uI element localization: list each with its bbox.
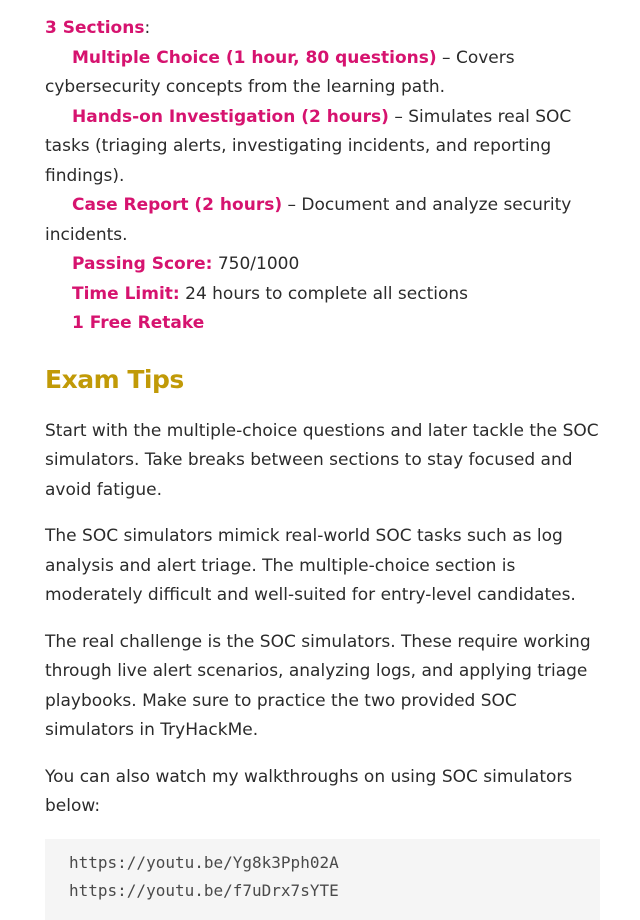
section-item-text: – Simulates real SOC tasks (triaging alerts, investigating incidents, and reporting findings). bbox=[45, 106, 572, 186]
section-item-text: – Document and analyze security incidents. bbox=[45, 195, 572, 245]
section-item-text: 750/1000 bbox=[212, 254, 300, 274]
section-item bbox=[45, 191, 605, 250]
sections-heading-line bbox=[45, 14, 605, 44]
walkthrough-link[interactable]: https://youtu.be/f7uDrx7sYTE bbox=[69, 881, 339, 900]
section-item-label: Passing Score: bbox=[72, 254, 213, 274]
section-item bbox=[45, 280, 605, 310]
section-item bbox=[45, 309, 605, 339]
exam-sections bbox=[45, 14, 605, 339]
section-item-text: – Covers cybersecurity concepts from the learning path. bbox=[45, 47, 515, 97]
exam-tips-heading: Exam Tips bbox=[45, 364, 184, 394]
sections-heading-colon: : bbox=[144, 18, 151, 38]
section-item-label: Case Report (2 hours) bbox=[72, 195, 283, 215]
tips-paragraph: The real challenge is the SOC simulators. These require working through live alert scenarios, analyzing logs, and applying triage playbooks. Make sure to practice the two provided SOC simulators in TryHackMe. bbox=[45, 631, 591, 740]
code-block bbox=[45, 839, 600, 920]
section-item bbox=[45, 250, 605, 280]
tips-paragraph: You can also watch my walkthroughs on using SOC simulators below: bbox=[45, 766, 573, 816]
section-item-label: Time Limit: bbox=[72, 283, 180, 304]
tips-paragraph: The SOC simulators mimick real-world SOC tasks such as log analysis and alert triage. The multiple-choice section is moderately difficult and well-suited for entry-level candidates. bbox=[45, 526, 576, 605]
section-item bbox=[45, 44, 605, 103]
walkthrough-link[interactable]: https://youtu.be/Yg8k3Pph02A bbox=[69, 852, 339, 872]
tips-paragraph: Start with the multiple-choice questions and later tackle the SOC simulators. Take breaks between sections to stay focused and avoid fatigue. bbox=[45, 420, 599, 500]
section-item-label: Hands-on Investigation (2 hours) bbox=[72, 106, 389, 127]
section-item bbox=[45, 103, 605, 192]
section-item-label: 1 Free Retake bbox=[72, 313, 205, 333]
section-item-text: 24 hours to complete all sections bbox=[179, 283, 468, 304]
section-item-label: Multiple Choice (1 hour, 80 questions) bbox=[72, 47, 437, 68]
sections-heading: 3 Sections bbox=[45, 18, 145, 38]
